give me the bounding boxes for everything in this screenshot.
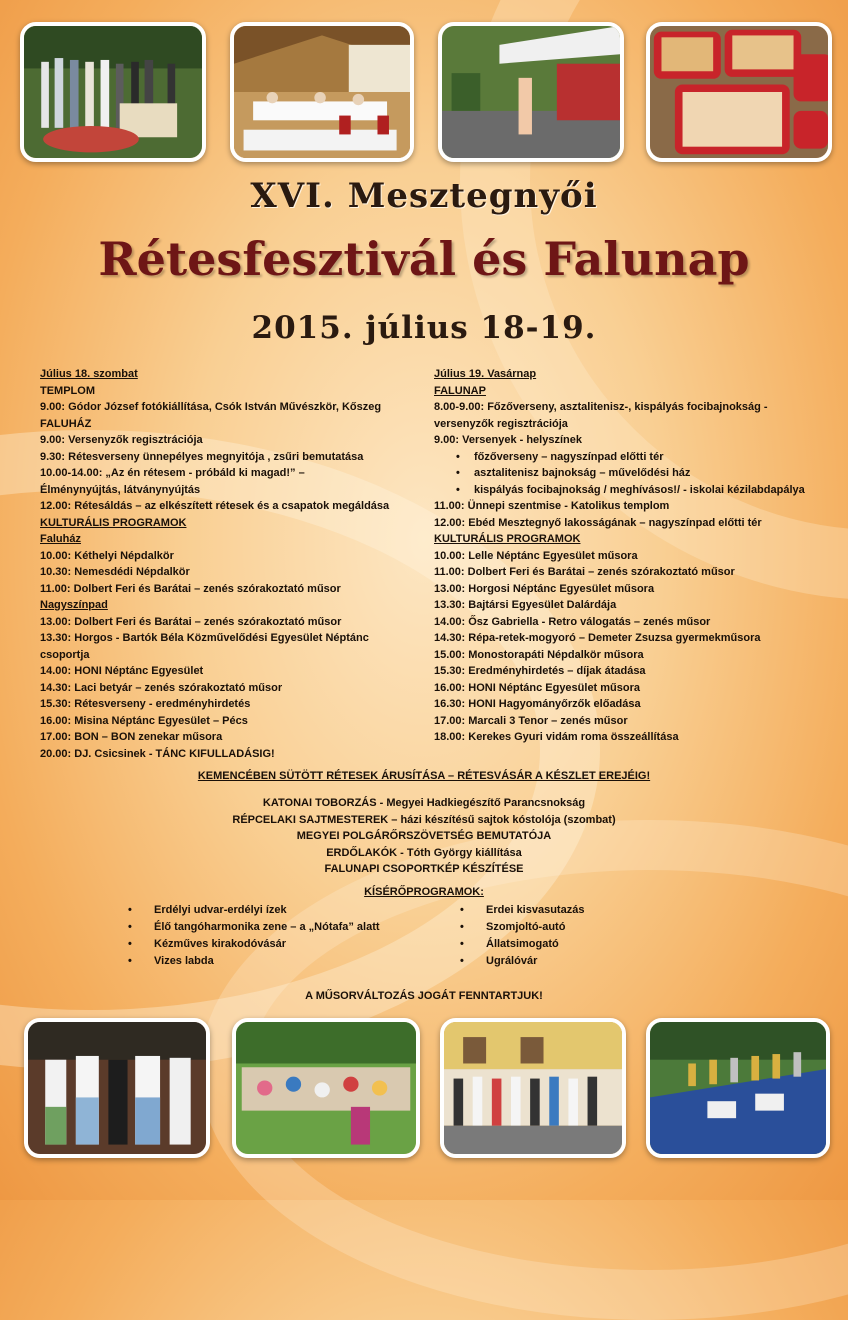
extra-item: MEGYEI POLGÁRŐRSZÖVETSÉG BEMUTATÓJA	[296, 830, 552, 842]
saturday-line: 14.00: HONI Néptánc Egyesület	[40, 665, 204, 677]
saturday-line: KULTURÁLIS PROGRAMOK	[40, 516, 187, 529]
side-program-item: • Erdélyi udvar-erdélyi ízek	[128, 902, 428, 919]
sunday-line: 17.00: Marcali 3 Tenor – zenés műsor	[434, 714, 628, 727]
extra-item: RÉPCELAKI SAJTMESTEREK – házi készítésű sajtok kóstolója (szombat)	[232, 813, 616, 826]
saturday-line: 14.30: Laci betyár – zenés szórakoztató műsor	[40, 681, 283, 694]
saturday-line: 9.30: Rétesverseny ünnepélyes megnyitója , zsűri bemutatása	[40, 450, 364, 463]
saturday-line: 20.00: DJ. Csicsinek - TÁNC KIFULLADÁSIG!	[40, 747, 275, 760]
sunday-line: 10.00: Lelle Néptánc Egyesület műsora	[434, 549, 638, 562]
sunday-line: 16.00: HONI Néptánc Egyesület műsora	[434, 681, 641, 694]
photo-trophies-table	[646, 1018, 830, 1158]
saturday-line: Nagyszínpad	[40, 599, 108, 611]
sunday-line: • főzőverseny – nagyszínpad előtti tér	[434, 449, 834, 466]
sunday-line: 14.30: Répa-retek-mogyoró – Demeter Zsuzsa gyermekműsora	[434, 632, 761, 644]
photo-market-stall	[438, 22, 624, 162]
festival-date: 2015. július 18-19.	[251, 310, 597, 346]
edition-title: XVI. Mesztegnyői	[250, 176, 598, 216]
saturday-line: 15.30: Rétesverseny - eredményhirdetés	[40, 698, 251, 710]
sunday-line: 8.00-9.00: Főzőverseny, asztalitenisz-, kispályás focibajnokság -	[434, 401, 768, 413]
saturday-line: Faluház	[40, 533, 81, 545]
extra-item: FALUNAPI CSOPORTKÉP KÉSZÍTÉSE	[324, 863, 524, 875]
sunday-line: 18.00: Kerekes Gyuri vidám roma összeállítása	[434, 731, 679, 743]
saturday-line: Élménynyújtás, látványnyújtás	[40, 483, 201, 496]
sunday-line: 12.00: Ebéd Mesztegnyő lakosságának – nagyszínpad előtti tér	[434, 516, 762, 529]
saturday-line: 16.00: Misina Néptánc Egyesület – Pécs	[40, 714, 248, 727]
photo-folk-dancers	[24, 1018, 210, 1158]
saturday-line: 13.00: Dolbert Feri és Barátai – zenés szórakoztató műsor	[40, 615, 342, 628]
saturday-line: 10.00-14.00: „Az én rétesem - próbáld ki magad!” –	[40, 467, 305, 479]
saturday-line: 10.30: Nemesdédi Népdalkör	[40, 566, 190, 578]
side-program-item: • Állatsimogató	[460, 936, 680, 953]
saturday-line: 9.00: Gódor József fotókiállítása, Csók István Művészkör, Kőszeg	[40, 401, 382, 413]
photo-group-building	[440, 1018, 626, 1158]
festival-title: Rétesfesztivál és Falunap	[98, 232, 750, 286]
sunday-line: 11.00: Dolbert Feri és Barátai – zenés szórakoztató műsor	[434, 566, 735, 578]
saturday-line: 12.00: Rétesáldás – az elkészített rétesek és a csapatok megáldása	[40, 500, 390, 512]
extras-list	[0, 795, 848, 878]
sunday-line: versenyzők regisztrációja	[434, 417, 568, 430]
sunday-line: 11.00: Ünnepi szentmise - Katolikus templom	[434, 500, 670, 512]
sunday-line: FALUNAP	[434, 384, 486, 397]
side-program-item: • Erdei kisvasutazás	[460, 902, 680, 919]
saturday-line: TEMPLOM	[40, 384, 95, 397]
saturday-program	[40, 366, 432, 762]
sunday-line: 13.00: Horgosi Néptánc Egyesület műsora	[434, 582, 655, 595]
side-program-item: • Ugrálóvár	[460, 953, 680, 970]
extra-item: ERDŐLAKÓK - Tóth György kiállítása	[326, 846, 522, 859]
saturday-line: 13.30: Horgos - Bartók Béla Közművelődési Egyesület Néptánc	[40, 632, 369, 644]
sunday-line: KULTURÁLIS PROGRAMOK	[434, 533, 581, 545]
sunday-program	[434, 366, 834, 746]
sunday-line: • asztalitenisz bajnokság – művelődési ház	[434, 465, 834, 482]
saturday-line: 9.00: Versenyzők regisztrációja	[40, 434, 203, 446]
side-program-item: • Kézműves kirakodóvásár	[128, 936, 428, 953]
top-photo-strip	[0, 22, 848, 162]
photo-strudel-trays	[646, 22, 832, 162]
saturday-line: FALUHÁZ	[40, 417, 92, 430]
side-programs-left	[128, 902, 428, 970]
side-program-item: • Szomjoltó-autó	[460, 919, 680, 936]
extra-item: KATONAI TOBORZÁS - Megyei Hadkiegészítő Parancsnokság	[262, 797, 586, 809]
saturday-line: 17.00: BON – BON zenekar műsora	[40, 731, 223, 743]
sunday-line: • kispályás focibajnokság / meghívásos!/ - iskolai kézilabdapálya	[434, 482, 834, 499]
photo-people-outdoors	[20, 22, 206, 162]
sunday-line: 16.30: HONI Hagyományőrzők előadása	[434, 698, 641, 710]
saturday-line: csoportja	[40, 648, 90, 661]
sunday-date: Július 19. Vasárnap	[434, 368, 537, 380]
program-change-notice: A MŰSORVÁLTOZÁS JOGÁT FENNTARTJUK!	[305, 990, 543, 1002]
saturday-line: 10.00: Kéthelyi Népdalkör	[40, 549, 174, 562]
side-program-item: • Élő tangóharmonika zene – a „Nótafa” alatt	[128, 919, 428, 936]
sunday-line: 9.00: Versenyek - helyszínek	[434, 434, 582, 446]
photo-crowd-park	[232, 1018, 420, 1158]
side-programs-title: KÍSÉRŐPROGRAMOK:	[364, 886, 484, 898]
saturday-line: 11.00: Dolbert Feri és Barátai – zenés szórakoztató műsor	[40, 582, 341, 595]
saturday-date: Július 18. szombat	[40, 368, 138, 380]
sunday-line: 14.00: Ősz Gabriella - Retro válogatás – zenés műsor	[434, 615, 711, 628]
strudel-sale-announcement: KEMENCÉBEN SÜTÖTT RÉTESEK ÁRUSÍTÁSA – RÉTESVÁSÁR A KÉSZLET EREJÉIG!	[197, 770, 651, 782]
photo-tent-dining	[230, 22, 414, 162]
bottom-photo-strip	[0, 1018, 848, 1158]
sunday-line: 15.30: Eredményhirdetés – díjak átadása	[434, 665, 646, 677]
sunday-line: 13.30: Bajtársi Egyesület Dalárdája	[434, 599, 617, 611]
sunday-line: 15.00: Monostorapáti Népdalkör műsora	[434, 648, 644, 661]
side-program-item: • Vizes labda	[128, 953, 428, 970]
side-programs-right	[460, 902, 680, 970]
